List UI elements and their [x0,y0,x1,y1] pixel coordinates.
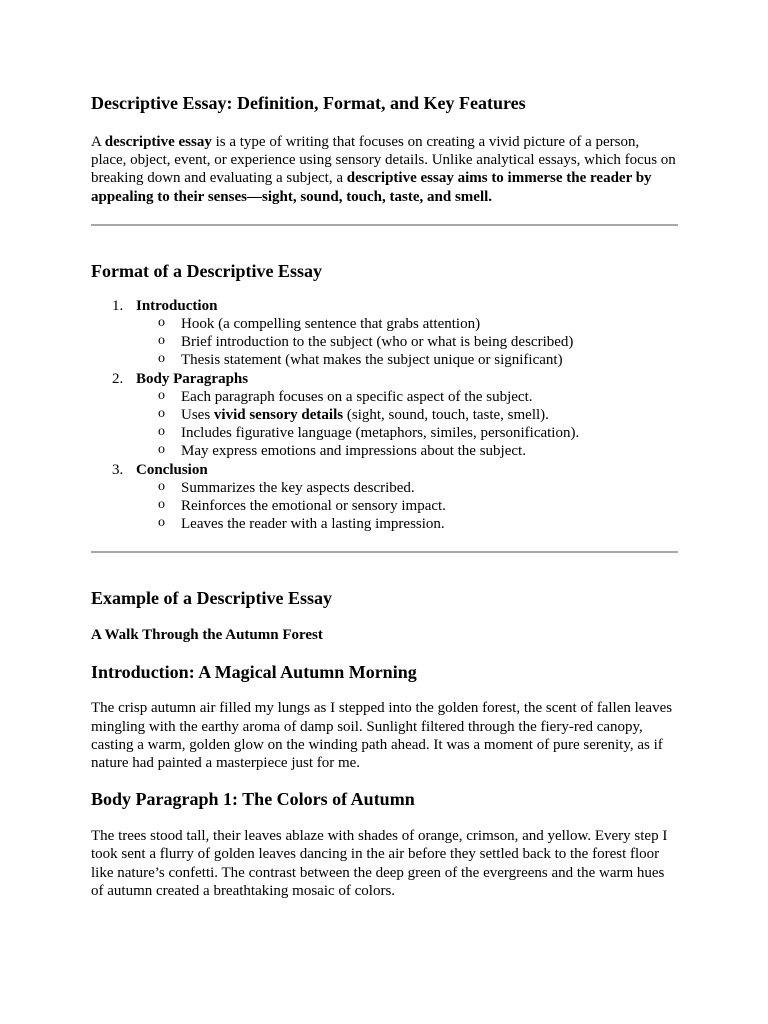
intro-text-2: is a type of writing that focuses on creating a vivid picture of a person, place, object, event, or experience using sensory details. Unlike analytical essays, which focus on breaking down and evaluating a subject, a [91,134,676,187]
bullet-icon: o [158,424,165,440]
list-item-label: Conclusion [136,461,208,478]
list-number: 2. [112,370,124,387]
sub-item-text: Uses [181,407,214,424]
sub-list-item [136,333,678,351]
list-item-label: Body Paragraphs [136,370,249,387]
sub-item-bold: vivid sensory details [213,407,344,424]
sub-item-text: (sight, sound, touch, taste, smell). [343,407,549,424]
sub-item-text: Brief introduction to the subject (who or what is being described) [181,334,574,351]
sub-item-text: Includes figurative language (metaphors, similes, personification). [181,425,580,442]
list-number: 1. [112,297,124,314]
sub-item-text: May express emotions and impressions about the subject. [181,443,526,460]
bullet-icon: o [158,387,165,403]
divider-1 [91,224,678,226]
sub-list-item [136,497,678,515]
bullet-icon: o [158,515,165,531]
sub-list-item [136,515,678,533]
example-heading: Example of a Descriptive Essay [91,588,332,609]
intro-section-text: The crisp autumn air filled my lungs as I stepped into the golden forest, the scent of fallen leaves mingling with the earthy aroma of damp soil. Sunlight filtered through the fiery-red canopy, casting a warm, golden glow on the winding path ahead. It was a moment of pure serenity, as if nature had painted a masterpiece just for me. [91,700,673,772]
sub-list [136,315,678,370]
intro-section-heading: Introduction: A Magical Autumn Morning [91,662,417,683]
bullet-icon: o [158,478,165,494]
sub-list [136,388,678,461]
format-item-body-paragraphs [91,370,678,461]
sub-list-item [136,315,678,333]
bullet-icon: o [158,406,165,422]
format-item-introduction [91,297,678,370]
sub-item-text: Summarizes the key aspects described. [181,479,415,496]
format-list [91,297,678,534]
sub-item-text: Reinforces the emotional or sensory impact. [181,498,446,515]
bullet-icon: o [158,497,165,513]
list-number: 3. [112,461,124,478]
bullet-icon: o [158,315,165,331]
body1-text: The trees stood tall, their leaves ablaze with shades of orange, crimson, and yellow. Every step I took sent a flurry of golden leaves dancing in the air before they settled back to the forest floor like nature’s confetti. The contrast between the deep green of the evergreens and the warm hues of autumn created a breathtaking mosaic of colors. [91,828,668,899]
intro-paragraph [91,133,678,206]
list-item-label: Introduction [136,297,218,314]
sub-list-item [136,406,678,424]
page-title: Descriptive Essay: Definition, Format, and Key Features [91,93,526,113]
format-item-conclusion [91,461,678,534]
intro-bold-1: descriptive essay [104,134,212,150]
sub-list-item [136,479,678,497]
sub-list [136,479,678,534]
bullet-icon: o [158,442,165,458]
sub-list-item [136,388,678,406]
sub-item-text: Thesis statement (what makes the subject unique or significant) [181,352,563,369]
sub-list-item [136,424,678,442]
intro-text-1: A [91,134,105,150]
sub-item-text: Hook (a compelling sentence that grabs attention) [181,316,481,333]
bullet-icon: o [158,351,165,367]
sub-item-text: Leaves the reader with a lasting impression. [181,516,445,533]
divider-2 [91,551,678,553]
bullet-icon: o [158,333,165,349]
essay-title: A Walk Through the Autumn Forest [91,627,323,644]
sub-list-item [136,442,678,460]
sub-list-item [136,351,678,369]
sub-item-text: Each paragraph focuses on a specific aspect of the subject. [181,388,533,405]
format-heading: Format of a Descriptive Essay [91,260,322,281]
body1-heading: Body Paragraph 1: The Colors of Autumn [91,789,415,810]
intro-bold-2: descriptive essay aims to immerse the reader by appealing to their senses—sight, sound, touch, taste, and smell. [91,170,652,205]
